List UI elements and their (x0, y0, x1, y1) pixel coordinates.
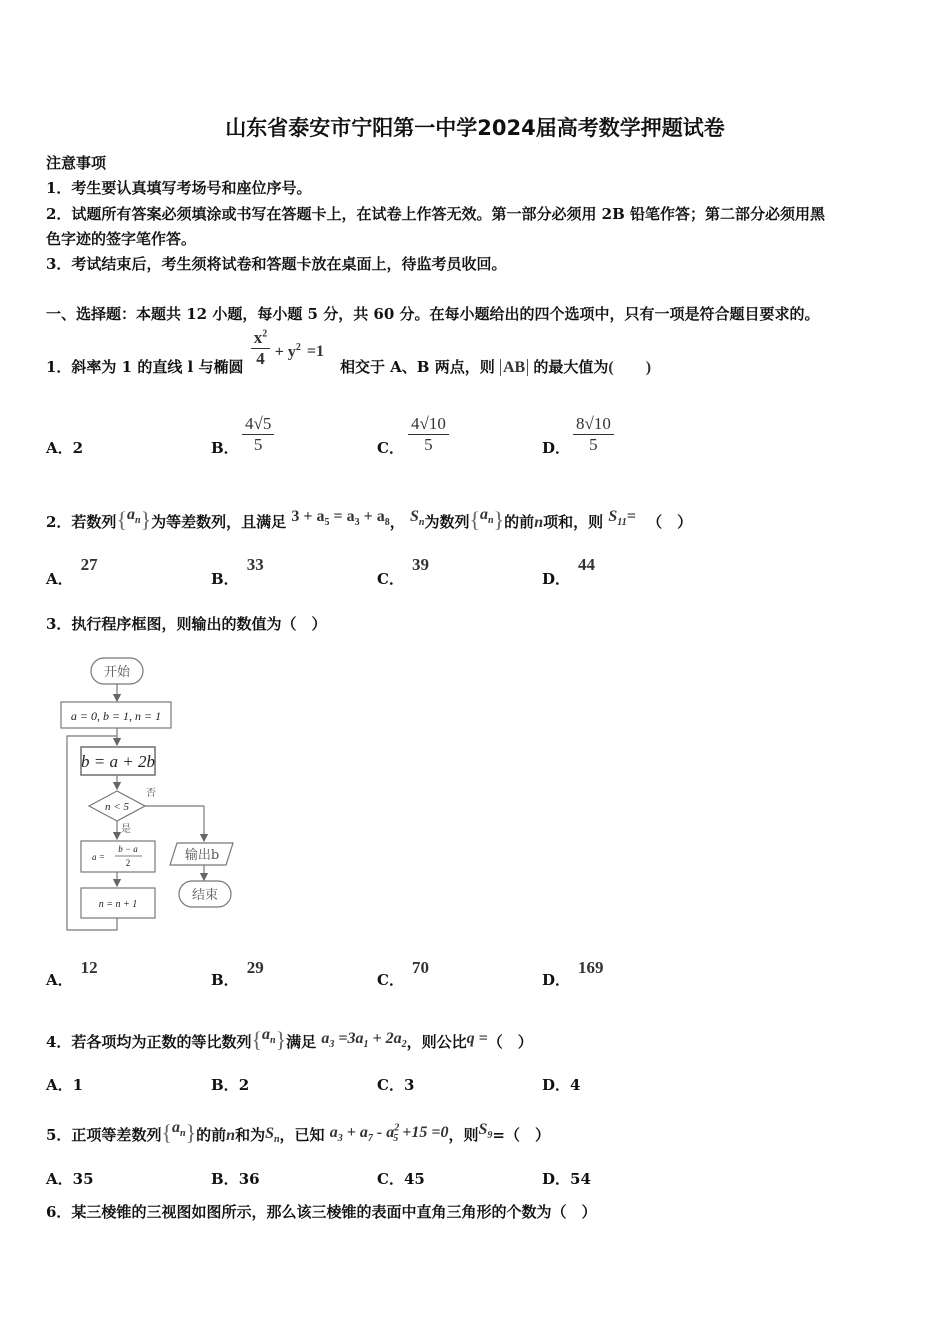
q3-option-d: D．169 (542, 958, 604, 989)
q1-option-b-value: $\frac{4√5}{5}$ (242, 414, 274, 455)
notice-item-3: 3．考试结束后，考生须将试卷和答题卡放在桌面上，待监考员收回。 (46, 255, 507, 273)
q2-option-c: C．39 (377, 555, 429, 588)
question-5-stem: 5．正项等差数列$\{a_n\}$的前n和为$S_n$，已知 $a_3 + a_7 - a^2_5 +15 =0$，则$S_9=$（ ） (46, 1119, 550, 1146)
page-title: 山东省泰安市宁阳第一中学2024届高考数学押题试卷 (225, 116, 725, 140)
notice-heading: 注意事项 (46, 154, 107, 172)
q1-option-b: B． (211, 439, 239, 457)
flowchart (55, 650, 255, 940)
flow-increment-label: n = n + 1 (98, 899, 138, 910)
flow-init-label: a = 0, b = 1, n = 1 (70, 709, 162, 723)
notice-item-2-cont: 色字迹的签字笔作答。 (46, 230, 197, 248)
flow-assign-numerator: b − a (118, 844, 138, 854)
flow-assign-lhs: a = (92, 852, 105, 862)
flow-output-label: 输出b (184, 848, 220, 863)
q5-option-a: A．35 (46, 1170, 94, 1188)
question-6-stem: 6．某三棱锥的三视图如图所示，那么该三棱锥的表面中直角三角形的个数为（ ） (46, 1203, 597, 1221)
ellipse-equation: $\frac{x^2}{4}$ + $y^2 =1$ (249, 352, 335, 372)
section-heading: 一、选择题：本题共 12 小题，每小题 5 分，共 60 分。在每小题给出的四个选项中，只有一项是符合题目要求的。 (46, 305, 820, 323)
q4-option-c: C．3 (377, 1076, 415, 1094)
notice-item-1: 1．考生要认真填写考场号和座位序号。 (46, 179, 312, 197)
ab-abs: AB (500, 359, 528, 376)
q1-option-a: A．2 (46, 439, 84, 457)
q3-option-a: A．12 (46, 958, 98, 989)
question-2-stem: 2．若数列$\{a_n\}$为等差数列，且满足 $3 + a_5 = a_3 + a_8$， $S_n$为数列$\{a_n\}$的前n项和，则 $S_{11}=$ （ ） (46, 506, 693, 532)
q5-option-d: D．54 (542, 1170, 591, 1188)
flow-condition-label: n < 5 (105, 801, 129, 813)
q1-option-d: D． (542, 439, 571, 457)
question-1-stem: 1．斜率为 1 的直线 l 与椭圆 $\frac{x^2}{4}$ + $y^2 =1$ 相交于 A、B 两点，则 AB 的最大值为( ) (46, 328, 652, 376)
flow-yes-label: 是 (121, 824, 131, 835)
q4-option-d: D．4 (542, 1076, 581, 1094)
q2-option-d: D．44 (542, 555, 596, 588)
flow-start-label: 开始 (103, 665, 131, 680)
notice-item-2: 2．试题所有答案必须填涂或书写在答题卡上，在试卷上作答无效。第一部分必须用 2B 铅笔作答；第二部分必须用黑 (46, 205, 826, 223)
question-4-stem: 4．若各项均为正数的等比数列$\{a_n\}$满足 $a_3 =3a_1 + 2a_2$，则公比q =（ ） (46, 1026, 533, 1052)
flow-step-label: b = a + 2b (81, 752, 155, 771)
q5-option-c: C．45 (377, 1170, 425, 1188)
q4-option-b: B．2 (211, 1076, 250, 1094)
q2-option-b: B．33 (211, 555, 264, 588)
question-3-stem: 3．执行程序框图，则输出的数值为（ ） (46, 615, 327, 633)
q3-option-c: C．70 (377, 958, 429, 989)
q4-option-a: A．1 (46, 1076, 84, 1094)
q1-option-c: C． (377, 439, 404, 457)
flow-end-label: 结束 (191, 888, 219, 903)
q1-option-d-value: $\frac{8√10}{5}$ (573, 414, 614, 455)
flow-assign-denominator: 2 (125, 858, 131, 868)
flow-no-label: 否 (146, 788, 156, 799)
q5-option-b: B．36 (211, 1170, 260, 1188)
q1-option-c-value: $\frac{4√10}{5}$ (408, 414, 449, 455)
q2-option-a: A．27 (46, 555, 98, 588)
q3-option-b: B．29 (211, 958, 264, 989)
